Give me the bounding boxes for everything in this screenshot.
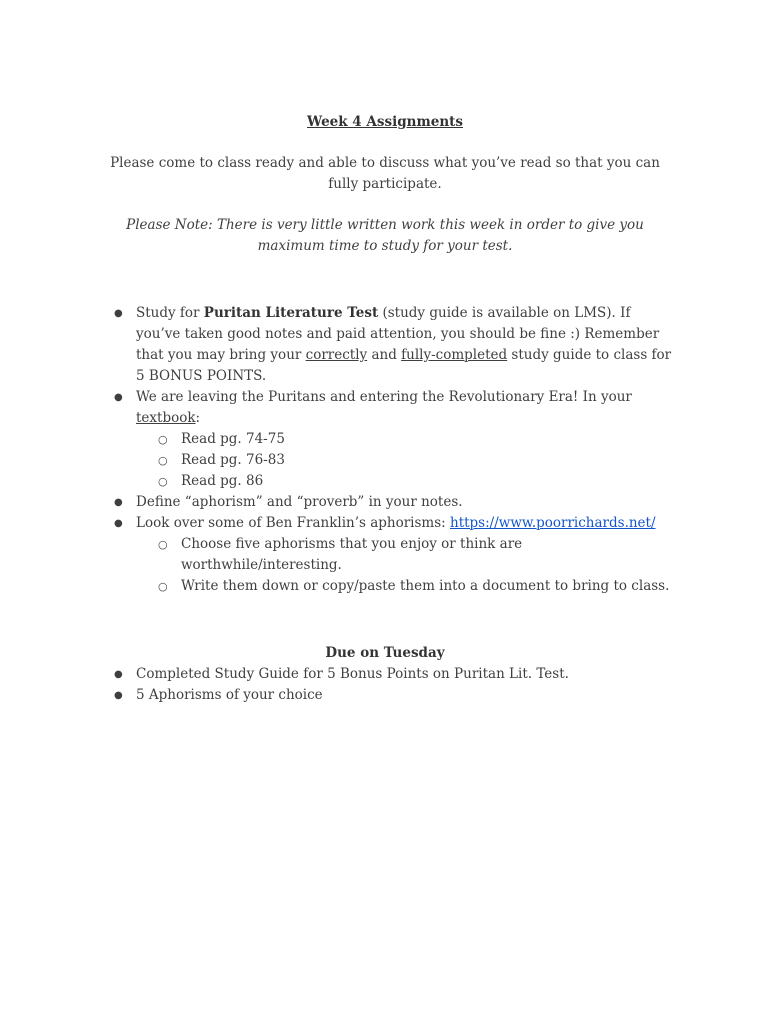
- item-text: :: [195, 410, 201, 426]
- sub-list-item: ○ Read pg. 74-75: [181, 429, 674, 450]
- item-text: and: [367, 347, 402, 363]
- list-item: [136, 387, 674, 492]
- item-text: study guide to class for 5 BONUS POINTS.: [136, 347, 672, 384]
- due-list: [96, 664, 674, 706]
- document-content: [96, 112, 674, 706]
- list-item: [136, 513, 674, 597]
- list-item: [136, 303, 674, 387]
- list-item: ● 5 Aphorisms of your choice: [136, 685, 674, 706]
- sub-list-item: ○ Choose five aphorisms that you enjoy or think are worthwhile/interesting.: [181, 534, 674, 576]
- page-title: Week 4 Assignments: [307, 114, 463, 130]
- item-text: We are leaving the Puritans and entering the Revolutionary Era! In your: [136, 389, 632, 405]
- item-text: (study guide is available on LMS). If you’ve taken good notes and paid attention, you should be fine :) Remember that you may bring your: [136, 305, 660, 363]
- sub-list-item: ○ Read pg. 76-83: [181, 450, 674, 471]
- due-heading: Due on Tuesday: [325, 645, 445, 661]
- list-item: ● Define “aphorism” and “proverb” in your notes.: [136, 492, 674, 513]
- test-name: Puritan Literature Test: [203, 305, 379, 321]
- poorrichards-link[interactable]: https://www.poorrichards.net/: [450, 515, 656, 531]
- emphasis-correctly: correctly: [305, 347, 368, 363]
- emphasis-textbook: textbook: [136, 410, 196, 426]
- list-item: ● Completed Study Guide for 5 Bonus Points on Puritan Lit. Test.: [136, 664, 674, 685]
- item-text: Study for: [136, 305, 204, 321]
- sub-list-item: ○ Read pg. 86: [181, 471, 674, 492]
- aphorism-sublist: [136, 534, 674, 597]
- assignment-list: [96, 303, 674, 597]
- sub-list-item: ○ Write them down or copy/paste them into a document to bring to class.: [181, 576, 674, 597]
- intro-paragraph: Please come to class ready and able to discuss what you’ve read so that you can fully participate.: [110, 155, 660, 192]
- note-paragraph: Please Note: There is very little written work this week in order to give you maximum time to study for your test.: [126, 217, 644, 254]
- reading-sublist: [136, 429, 674, 492]
- emphasis-fully-completed: fully-completed: [401, 347, 508, 363]
- item-text: Look over some of Ben Franklin’s aphorisms:: [136, 515, 450, 531]
